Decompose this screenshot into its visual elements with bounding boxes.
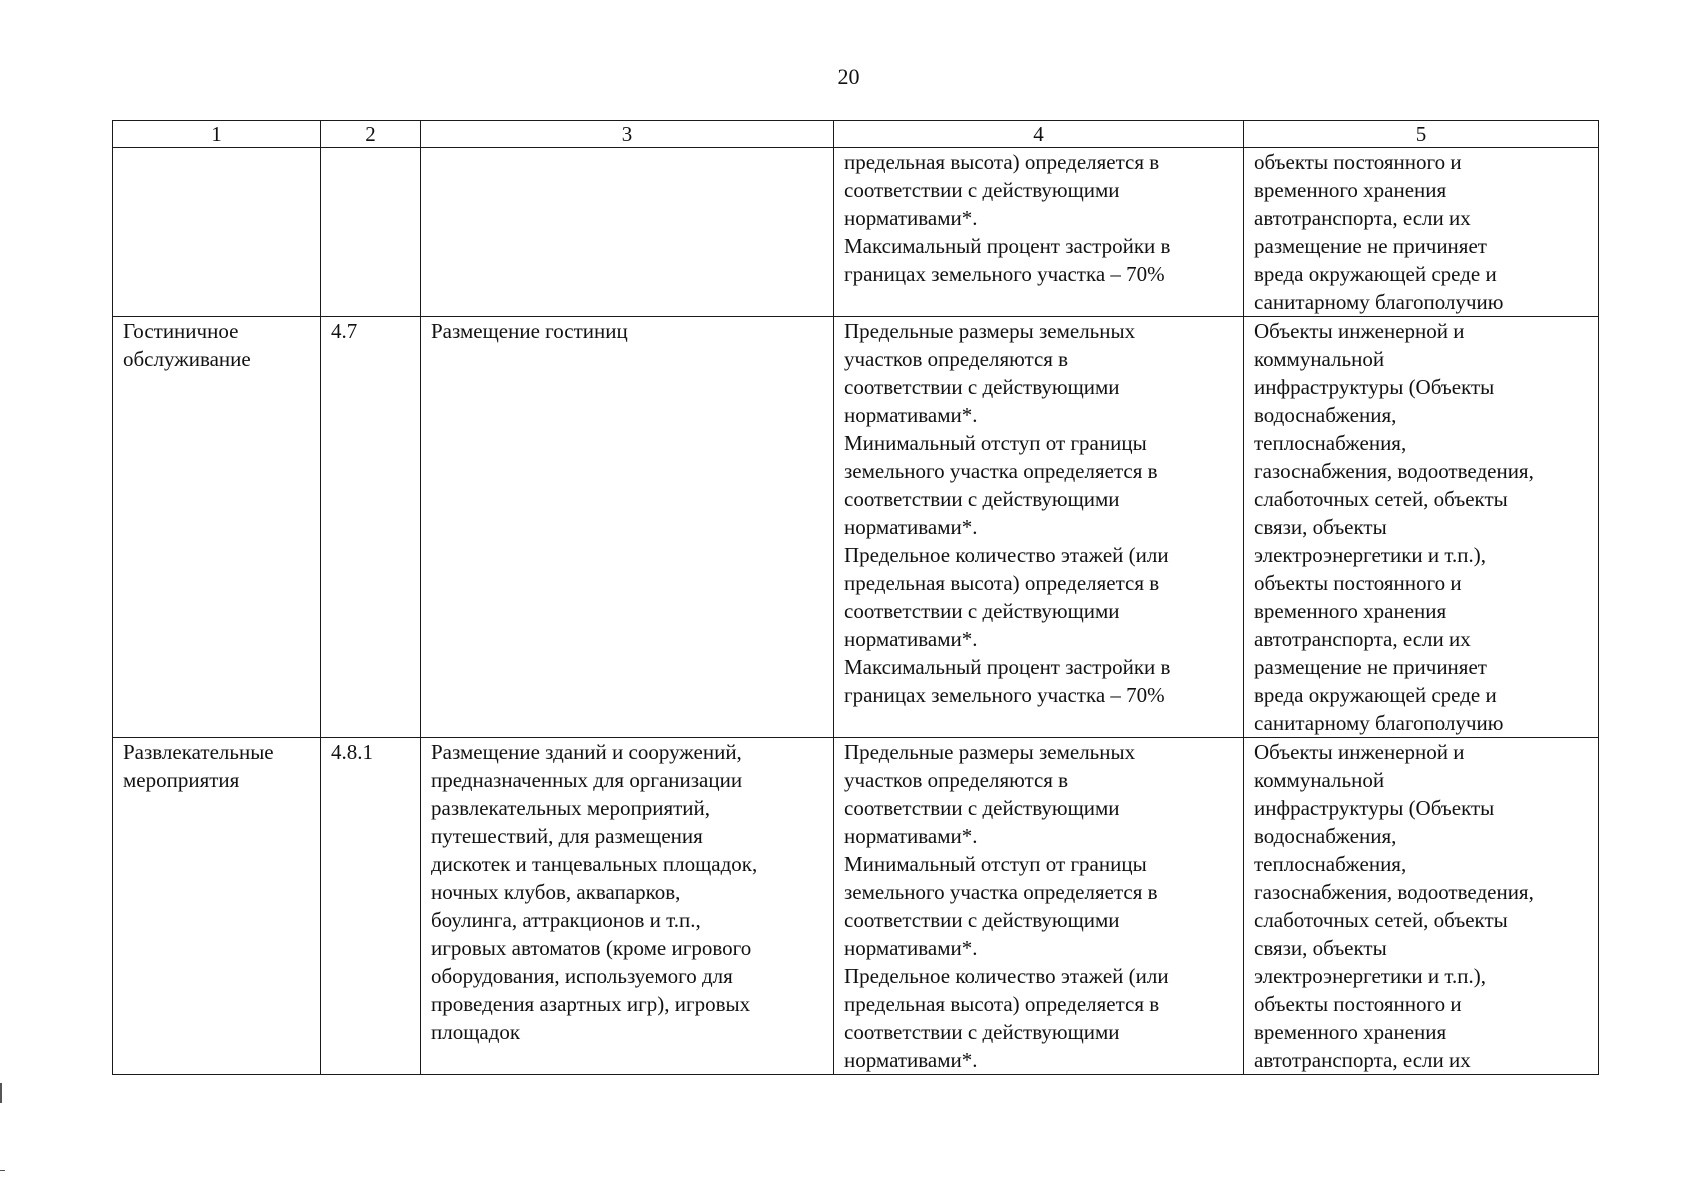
text-line: боулинга, аттракционов и т.п., <box>431 908 701 932</box>
use-code-cell <box>321 148 421 317</box>
text-line: границах земельного участка – 70% <box>844 683 1165 707</box>
text-line: Предельные размеры земельных <box>844 740 1136 764</box>
text-line: соответствии с действующими <box>844 487 1120 511</box>
text-line: Развлекательные <box>123 740 274 764</box>
auxiliary-cell <box>1244 148 1599 317</box>
text-line: предельная высота) определяется в <box>844 992 1160 1016</box>
text-line: автотранспорта, если их <box>1254 627 1471 651</box>
text-line: нормативами*. <box>844 403 978 427</box>
text-line: нормативами*. <box>844 1048 978 1072</box>
page-number: 20 <box>837 64 860 89</box>
text-line: вреда окружающей среде и <box>1254 683 1497 707</box>
use-name-cell <box>113 317 321 738</box>
auxiliary-cell <box>1244 738 1599 1075</box>
use-name-cell <box>113 148 321 317</box>
text-line: санитарному благополучию <box>1254 711 1504 735</box>
table-row <box>113 317 1599 738</box>
text-line: 4.7 <box>331 319 358 343</box>
text-line: инфраструктуры (Объекты <box>1254 375 1495 399</box>
text-line: ночных клубов, аквапарков, <box>431 880 681 904</box>
text-line: автотранспорта, если их <box>1254 1048 1471 1072</box>
text-line: соответствии с действующими <box>844 908 1120 932</box>
text-line: временного хранения <box>1254 599 1447 623</box>
text-line: предназначенных для организации <box>431 768 743 792</box>
text-line: Предельное количество этажей (или <box>844 543 1169 567</box>
use-code-cell <box>321 317 421 738</box>
text-line: временного хранения <box>1254 1020 1447 1044</box>
text-line: теплоснабжения, <box>1254 852 1407 876</box>
text-line: объекты постоянного и <box>1254 150 1462 174</box>
text-line: Объекты инженерной и <box>1254 319 1465 343</box>
text-line: дискотек и танцевальных площадок, <box>431 852 758 876</box>
text-line: санитарному благополучию <box>1254 290 1504 314</box>
header-cell-3: 3 <box>421 121 834 148</box>
text-line: водоснабжения, <box>1254 824 1397 848</box>
text-line: мероприятия <box>123 768 240 792</box>
scan-margin-mark <box>0 1083 8 1103</box>
text-line: соответствии с действующими <box>844 1020 1120 1044</box>
text-line: земельного участка определяется в <box>844 880 1158 904</box>
text-line: газоснабжения, водоотведения, <box>1254 459 1534 483</box>
text-line: временного хранения <box>1254 178 1447 202</box>
parameters-cell <box>834 317 1244 738</box>
text-line: Размещение зданий и сооружений, <box>431 740 742 764</box>
text-line: Предельное количество этажей (или <box>844 964 1169 988</box>
text-line: слаботочных сетей, объекты <box>1254 908 1508 932</box>
text-line: электроэнергетики и т.п.), <box>1254 964 1486 988</box>
parameters-cell <box>834 738 1244 1075</box>
parameters-cell <box>834 148 1244 317</box>
text-line: автотранспорта, если их <box>1254 206 1471 230</box>
text-line: игровых автоматов (кроме игрового <box>431 936 752 960</box>
text-line: соответствии с действующими <box>844 178 1120 202</box>
use-description-cell <box>421 738 834 1075</box>
header-row <box>113 121 1599 148</box>
text-line: развлекательных мероприятий, <box>431 796 711 820</box>
use-code-cell <box>321 738 421 1075</box>
text-line: слаботочных сетей, объекты <box>1254 487 1508 511</box>
header-cell-4: 4 <box>834 121 1244 148</box>
header-cell-2: 2 <box>321 121 421 148</box>
text-line: Минимальный отступ от границы <box>844 431 1147 455</box>
text-line: нормативами*. <box>844 824 978 848</box>
text-line: связи, объекты <box>1254 515 1387 539</box>
table-row <box>113 738 1599 1075</box>
text-line: водоснабжения, <box>1254 403 1397 427</box>
text-line: объекты постоянного и <box>1254 571 1462 595</box>
table-row <box>113 148 1599 317</box>
text-line: инфраструктуры (Объекты <box>1254 796 1495 820</box>
text-line: площадок <box>431 1020 521 1044</box>
text-line: нормативами*. <box>844 515 978 539</box>
text-line: земельного участка определяется в <box>844 459 1158 483</box>
text-line: Гостиничное <box>123 319 239 343</box>
text-line: нормативами*. <box>844 627 978 651</box>
text-line: Предельные размеры земельных <box>844 319 1136 343</box>
text-line: объекты постоянного и <box>1254 992 1462 1016</box>
use-description-cell <box>421 317 834 738</box>
text-line: соответствии с действующими <box>844 375 1120 399</box>
text-line: соответствии с действующими <box>844 599 1120 623</box>
text-line: предельная высота) определяется в <box>844 571 1160 595</box>
text-line: коммунальной <box>1254 347 1385 371</box>
text-line: границах земельного участка – 70% <box>844 262 1165 286</box>
text-line: Минимальный отступ от границы <box>844 852 1147 876</box>
header-cell-5: 5 <box>1244 121 1599 148</box>
text-line: вреда окружающей среде и <box>1254 262 1497 286</box>
text-line: оборудования, используемого для <box>431 964 733 988</box>
text-line: коммунальной <box>1254 768 1385 792</box>
text-line: Максимальный процент застройки в <box>844 655 1171 679</box>
auxiliary-cell <box>1244 317 1599 738</box>
text-line: нормативами*. <box>844 936 978 960</box>
text-line: теплоснабжения, <box>1254 431 1407 455</box>
use-name-cell <box>113 738 321 1075</box>
text-line: Размещение гостиниц <box>431 319 628 343</box>
text-line: Максимальный процент застройки в <box>844 234 1171 258</box>
text-line: газоснабжения, водоотведения, <box>1254 880 1534 904</box>
text-line: соответствии с действующими <box>844 796 1120 820</box>
text-line: 4.8.1 <box>331 740 373 764</box>
land-use-table <box>112 120 1599 1075</box>
text-line: предельная высота) определяется в <box>844 150 1160 174</box>
text-line: Объекты инженерной и <box>1254 740 1465 764</box>
scan-margin-mark <box>0 1170 5 1171</box>
text-line: нормативами*. <box>844 206 978 230</box>
text-line: участков определяются в <box>844 347 1069 371</box>
text-line: размещение не причиняет <box>1254 655 1487 679</box>
use-description-cell <box>421 148 834 317</box>
text-line: участков определяются в <box>844 768 1069 792</box>
text-line: проведения азартных игр), игровых <box>431 992 751 1016</box>
text-line: размещение не причиняет <box>1254 234 1487 258</box>
text-line: электроэнергетики и т.п.), <box>1254 543 1486 567</box>
header-cell-1: 1 <box>113 121 321 148</box>
text-line: связи, объекты <box>1254 936 1387 960</box>
text-line: обслуживание <box>123 347 251 371</box>
text-line: путешествий, для размещения <box>431 824 703 848</box>
